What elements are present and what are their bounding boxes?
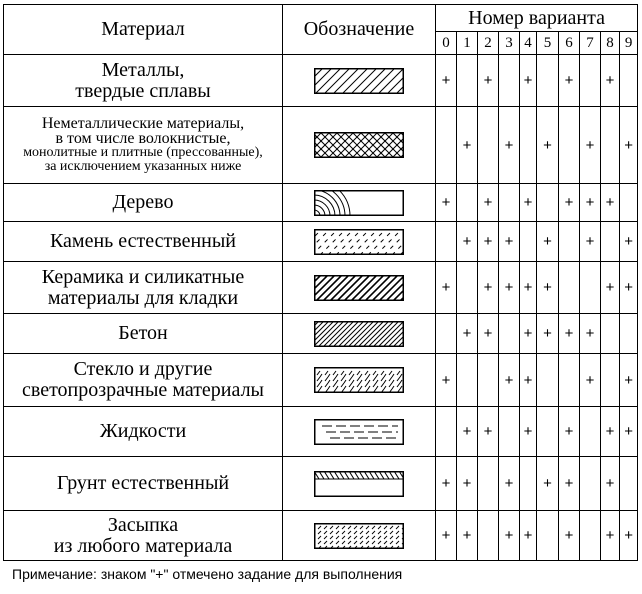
variant-mark-9: +: [620, 222, 638, 262]
variant-mark-3: [499, 407, 520, 457]
material-name-line: Засыпка: [107, 513, 179, 536]
variant-mark-3: +: [499, 354, 520, 407]
designation-cell: [283, 55, 436, 107]
designation-cell: [283, 222, 436, 262]
hatch-backfill-icon: [314, 523, 404, 549]
variant-mark-7: +: [580, 107, 601, 184]
variant-mark-6: +: [559, 407, 580, 457]
variant-mark-5: +: [537, 457, 559, 511]
table-row: [4, 184, 638, 222]
material-name-line: Металлы,: [101, 58, 185, 81]
variant-mark-4: [520, 457, 537, 511]
variant-mark-7: [580, 262, 601, 314]
variant-mark-3: +: [499, 511, 520, 561]
variant-number-5: 5: [537, 32, 559, 55]
variant-mark-7: +: [580, 354, 601, 407]
variant-mark-4: +: [520, 262, 537, 314]
variant-mark-2: [478, 107, 499, 184]
variant-mark-0: +: [436, 457, 457, 511]
variant-mark-3: +: [499, 262, 520, 314]
variant-mark-0: [436, 107, 457, 184]
variant-mark-8: [601, 314, 620, 354]
material-name-line: Бетон: [118, 322, 168, 344]
variant-mark-2: +: [478, 55, 499, 107]
variant-mark-9: [620, 184, 638, 222]
hatch-liquid-icon: [314, 419, 404, 445]
material-name-line: твердые сплавы: [75, 79, 211, 102]
variant-mark-1: +: [457, 222, 478, 262]
variant-mark-1: +: [457, 314, 478, 354]
variant-mark-8: [601, 354, 620, 407]
variant-number-0: 0: [436, 32, 457, 55]
material-name-line: Камень естественный: [49, 230, 237, 252]
variant-mark-6: +: [559, 457, 580, 511]
footnote: Примечание: знаком "+" отмечено задание для выполнения: [12, 566, 403, 582]
variant-mark-4: +: [520, 511, 537, 561]
hatch-wood-rings-icon: [314, 190, 404, 216]
table-row: [4, 354, 638, 407]
table-body: [4, 55, 638, 561]
variant-mark-8: +: [601, 262, 620, 314]
variant-mark-1: [457, 262, 478, 314]
variant-mark-6: +: [559, 55, 580, 107]
variant-number-6: 6: [559, 32, 580, 55]
table-row: [4, 511, 638, 561]
variant-mark-2: [478, 457, 499, 511]
variant-mark-8: +: [601, 407, 620, 457]
variant-mark-0: +: [436, 55, 457, 107]
variant-mark-1: +: [457, 407, 478, 457]
variant-mark-1: [457, 184, 478, 222]
variant-number-2: 2: [478, 32, 499, 55]
header-designation: Обозначение: [283, 5, 436, 55]
variant-mark-0: +: [436, 262, 457, 314]
variant-mark-9: +: [620, 407, 638, 457]
variant-mark-2: +: [478, 314, 499, 354]
variant-mark-5: [537, 55, 559, 107]
variant-mark-3: +: [499, 457, 520, 511]
table-row: [4, 262, 638, 314]
variant-mark-1: +: [457, 107, 478, 184]
material-name-line: Неметаллические материалы,: [41, 115, 245, 132]
variant-mark-1: [457, 55, 478, 107]
variant-mark-9: +: [620, 107, 638, 184]
variant-mark-2: +: [478, 222, 499, 262]
variant-mark-0: +: [436, 184, 457, 222]
header-material: Материал: [4, 5, 283, 55]
hatch-cross-hatch-icon: [314, 132, 404, 158]
variant-number-1: 1: [457, 32, 478, 55]
variant-mark-6: [559, 262, 580, 314]
variant-mark-7: +: [580, 314, 601, 354]
variant-mark-9: [620, 55, 638, 107]
variant-mark-9: +: [620, 511, 638, 561]
variant-mark-5: +: [537, 262, 559, 314]
material-name: [4, 314, 283, 354]
variant-mark-7: +: [580, 222, 601, 262]
variant-mark-2: [478, 511, 499, 561]
variant-mark-4: +: [520, 184, 537, 222]
variant-mark-4: [520, 107, 537, 184]
material-name-line: Грунт естественный: [56, 472, 230, 494]
variant-mark-7: [580, 457, 601, 511]
material-name: [4, 511, 283, 561]
variant-mark-0: +: [436, 511, 457, 561]
variant-mark-3: [499, 55, 520, 107]
variant-mark-9: [620, 457, 638, 511]
variant-mark-8: +: [601, 184, 620, 222]
material-name: [4, 262, 283, 314]
hatch-ceramic-icon: [314, 275, 404, 301]
materials-table: [3, 4, 638, 561]
material-name-line: Керамика и силикатные: [41, 265, 245, 288]
variant-mark-9: [620, 314, 638, 354]
header-variant-number: Номер варианта: [436, 5, 638, 32]
material-name: [4, 55, 283, 107]
material-name: [4, 184, 283, 222]
variant-mark-6: +: [559, 184, 580, 222]
variant-mark-2: +: [478, 407, 499, 457]
table-row: [4, 222, 638, 262]
designation-cell: [283, 184, 436, 222]
variant-mark-4: +: [520, 354, 537, 407]
material-name-line: в том числе волокнистые,: [55, 130, 231, 147]
variant-mark-7: +: [580, 184, 601, 222]
material-name-line: за исключением указанных ниже: [44, 159, 242, 174]
designation-cell: [283, 354, 436, 407]
variant-mark-9: +: [620, 354, 638, 407]
material-name-line: светопрозрачные материалы: [22, 379, 264, 401]
variant-number-3: 3: [499, 32, 520, 55]
variant-mark-4: +: [520, 314, 537, 354]
variant-mark-5: +: [537, 314, 559, 354]
table-row: [4, 314, 638, 354]
material-name-line: Жидкости: [99, 420, 187, 442]
designation-cell: [283, 314, 436, 354]
variant-mark-5: [537, 354, 559, 407]
variant-mark-9: +: [620, 262, 638, 314]
material-name: [4, 222, 283, 262]
variant-mark-6: +: [559, 314, 580, 354]
designation-cell: [283, 511, 436, 561]
variant-mark-8: [601, 107, 620, 184]
variant-mark-8: +: [601, 55, 620, 107]
variant-mark-6: +: [559, 511, 580, 561]
variant-mark-4: +: [520, 407, 537, 457]
variant-mark-3: [499, 314, 520, 354]
table-row: [4, 457, 638, 511]
variant-mark-5: [537, 184, 559, 222]
variant-mark-3: [499, 184, 520, 222]
variant-mark-4: +: [520, 55, 537, 107]
designation-cell: [283, 107, 436, 184]
variant-mark-8: +: [601, 511, 620, 561]
designation-cell: [283, 457, 436, 511]
table-row: [4, 107, 638, 184]
variant-mark-0: [436, 407, 457, 457]
material-name: [4, 354, 283, 407]
variant-number-4: 4: [520, 32, 537, 55]
variant-mark-6: [559, 107, 580, 184]
variant-mark-4: [520, 222, 537, 262]
material-name: [4, 457, 283, 511]
variant-mark-2: [478, 354, 499, 407]
variant-number-7: 7: [580, 32, 601, 55]
material-name-line: из любого материала: [53, 534, 233, 557]
variant-mark-3: +: [499, 107, 520, 184]
variant-mark-5: +: [537, 222, 559, 262]
table-row: [4, 407, 638, 457]
variant-mark-7: [580, 407, 601, 457]
material-name: [4, 107, 283, 184]
variant-mark-7: [580, 55, 601, 107]
variant-mark-8: +: [601, 457, 620, 511]
variant-mark-0: [436, 222, 457, 262]
variant-mark-1: +: [457, 457, 478, 511]
variant-mark-3: +: [499, 222, 520, 262]
header-row: [4, 5, 638, 32]
variant-number-8: 8: [601, 32, 620, 55]
designation-cell: [283, 262, 436, 314]
variant-mark-0: +: [436, 354, 457, 407]
material-name-line: материалы для кладки: [47, 286, 239, 309]
hatch-concrete-icon: [314, 321, 404, 347]
variant-mark-2: +: [478, 262, 499, 314]
material-name-line: монолитные и плитные (прессованные),: [23, 145, 263, 160]
designation-cell: [283, 407, 436, 457]
variant-mark-5: +: [537, 107, 559, 184]
hatch-stone-icon: [314, 229, 404, 255]
variant-mark-1: +: [457, 511, 478, 561]
variant-mark-1: [457, 354, 478, 407]
variant-mark-8: [601, 222, 620, 262]
variant-mark-0: [436, 314, 457, 354]
variant-mark-6: [559, 222, 580, 262]
variant-mark-5: [537, 511, 559, 561]
hatch-glass-icon: [314, 367, 404, 393]
hatch-soil-icon: [314, 471, 404, 497]
material-name: [4, 407, 283, 457]
variant-number-9: 9: [620, 32, 638, 55]
hatch-single-diagonal-icon: [314, 68, 404, 94]
material-name-line: Дерево: [112, 191, 174, 213]
table-row: [4, 55, 638, 107]
variant-mark-5: [537, 407, 559, 457]
variant-mark-6: [559, 354, 580, 407]
variant-mark-2: +: [478, 184, 499, 222]
material-name-line: Стекло и другие: [73, 358, 213, 380]
variant-mark-7: [580, 511, 601, 561]
